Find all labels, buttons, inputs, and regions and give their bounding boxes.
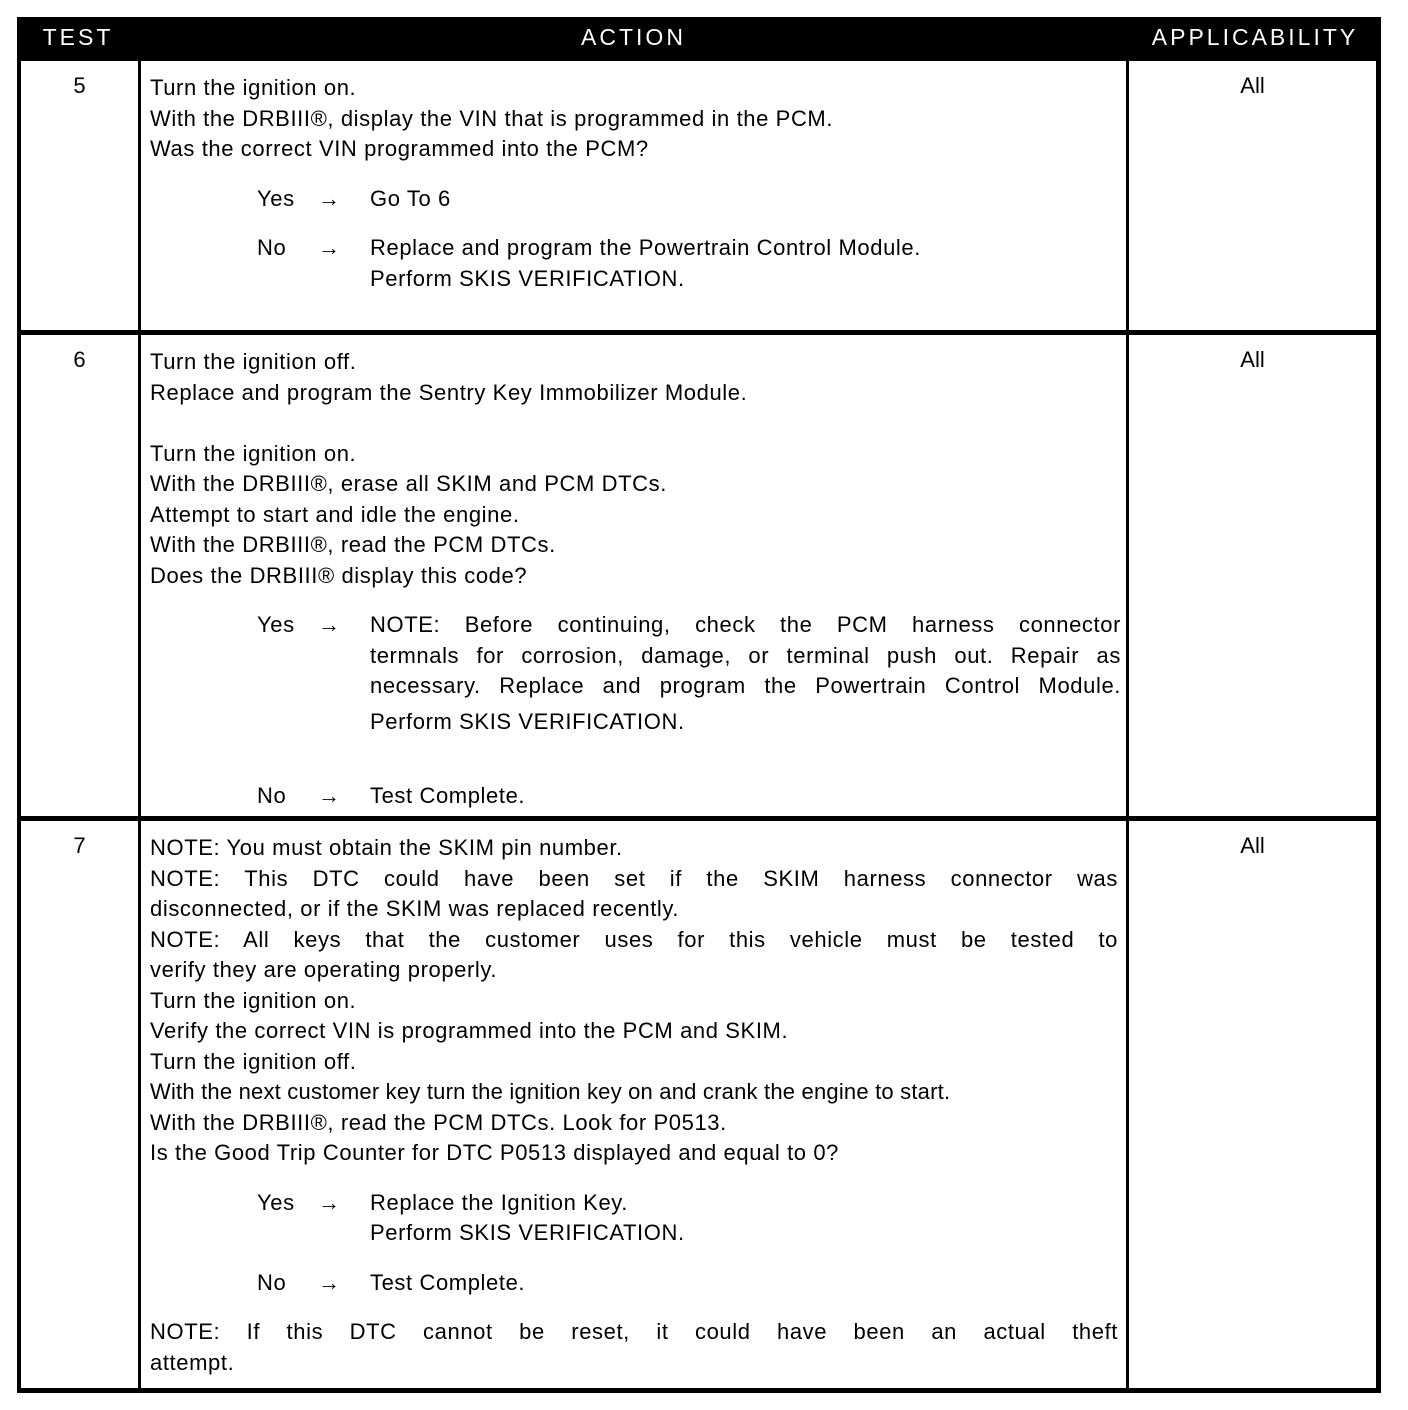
step-text: NOTE: This DTC could have been set if the SKIM harness connector was — [150, 865, 1118, 891]
arrow-icon: → — [318, 783, 341, 808]
no-label: No — [257, 783, 287, 808]
step-text: Attempt to start and idle the engine. — [150, 501, 520, 527]
step-text: Was the correct VIN programmed into the PCM? — [150, 136, 649, 161]
test-number-text: 6 — [73, 347, 86, 372]
arrow-icon: → — [318, 612, 341, 637]
step-text: disconnected, or if the SKIM was replaced recently. — [150, 896, 680, 921]
no-result: Perform SKIS VERIFICATION. — [370, 265, 685, 291]
no-choice — [150, 781, 1118, 812]
yes-result: Perform SKIS VERIFICATION. — [370, 708, 685, 734]
yes-label: Yes — [257, 185, 295, 211]
test-number-text: 7 — [73, 833, 86, 858]
yes-result: Replace the Ignition Key. — [370, 1189, 628, 1215]
step-text: NOTE: All keys that the customer uses for this vehicle must be tested to — [150, 926, 1118, 952]
arrow-icon: → — [318, 1189, 341, 1215]
step-text: Turn the ignition off. — [150, 1048, 357, 1074]
test-number-text: 5 — [73, 73, 86, 98]
step-text: Turn the ignition on. — [150, 75, 357, 100]
yes-label: Yes — [257, 1189, 295, 1215]
yes-result: necessary. Replace and program the Powertrain Control Module. — [370, 673, 1121, 698]
test-table — [17, 17, 1381, 1393]
step-text: Turn the ignition on. — [150, 440, 357, 466]
test-number — [21, 61, 138, 330]
step-text: verify they are operating properly. — [150, 957, 498, 982]
action-cell — [141, 821, 1126, 1388]
action-cell — [141, 335, 1126, 816]
applicability-cell — [1129, 335, 1376, 816]
test-number — [21, 821, 138, 1388]
applicability-cell — [1129, 61, 1376, 330]
yes-result: NOTE: Before continuing, check the PCM harness connector — [370, 612, 1121, 637]
header-test: TEST — [42, 24, 114, 50]
test-number — [21, 335, 138, 816]
applicability-cell — [1129, 821, 1376, 1388]
applicability-text: All — [1240, 73, 1265, 98]
yes-result: Perform SKIS VERIFICATION. — [370, 1220, 685, 1245]
no-label: No — [257, 235, 287, 260]
step-text: With the DRBIII®, read the PCM DTCs. Look for P0513. — [150, 1109, 727, 1135]
no-choice — [150, 233, 1118, 294]
applicability-text: All — [1240, 833, 1265, 858]
no-result: Test Complete. — [370, 1269, 526, 1295]
step-text: Is the Good Trip Counter for DTC P0513 displayed and equal to 0? — [150, 1140, 840, 1165]
action-cell — [141, 61, 1126, 330]
step-text: NOTE: You must obtain the SKIM pin number. — [150, 835, 623, 860]
yes-choice — [150, 610, 1121, 737]
yes-result: termnals for corrosion, damage, or terminal push out. Repair as — [370, 642, 1121, 668]
step-text: With the next customer key turn the ignition key on and crank the engine to start. — [150, 1079, 951, 1104]
step-text: Does the DRBIII® display this code? — [150, 562, 528, 588]
header-applicability: APPLICABILITY — [1151, 24, 1359, 50]
step-text: Turn the ignition off. — [150, 349, 357, 374]
no-label: No — [257, 1269, 287, 1295]
no-choice — [150, 1268, 1118, 1299]
arrow-icon: → — [318, 1269, 341, 1295]
yes-label: Yes — [257, 612, 295, 637]
yes-result: Go To 6 — [370, 185, 451, 211]
no-result: Replace and program the Powertrain Control Module. — [370, 235, 921, 260]
yes-choice — [150, 1188, 1118, 1249]
step-text: Turn the ignition on. — [150, 987, 357, 1013]
step-text: With the DRBIII®, display the VIN that is programmed in the PCM. — [150, 105, 834, 131]
arrow-icon: → — [318, 235, 341, 260]
step-text: With the DRBIII®, erase all SKIM and PCM DTCs. — [150, 471, 667, 496]
no-result: Test Complete. — [370, 783, 526, 808]
final-note: NOTE: If this DTC cannot be reset, it could have been an actual theft — [150, 1319, 1118, 1344]
final-note: attempt. — [150, 1349, 235, 1375]
header-action: ACTION — [581, 24, 686, 50]
step-text: With the DRBIII®, read the PCM DTCs. — [150, 532, 556, 557]
applicability-text: All — [1240, 347, 1265, 372]
step-text: Replace and program the Sentry Key Immobilizer Module. — [150, 379, 748, 405]
arrow-icon: → — [318, 185, 341, 211]
step-text: Verify the correct VIN is programmed into the PCM and SKIM. — [150, 1018, 789, 1043]
yes-choice — [150, 184, 1118, 215]
